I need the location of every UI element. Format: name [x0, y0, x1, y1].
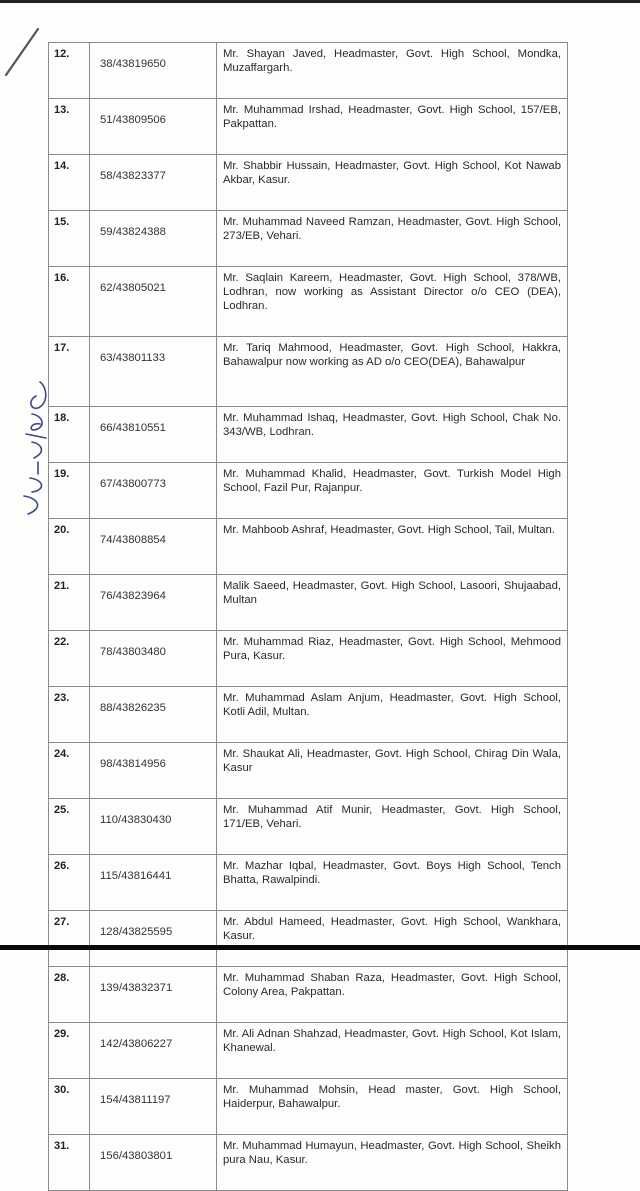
table-row: [49, 267, 568, 337]
serial-number-cell: 28.: [49, 967, 90, 1023]
officer-description-cell: Mr. Muhammad Irshad, Headmaster, Govt. High School, 157/EB, Pakpattan.: [217, 99, 568, 155]
officer-description-cell: Mr. Shayan Javed, Headmaster, Govt. High School, Mondka, Muzaffargarh.: [217, 43, 568, 99]
officer-description-cell: Mr. Muhammad Ishaq, Headmaster, Govt. High School, Chak No. 343/WB, Lodhran.: [217, 407, 568, 463]
serial-number-cell: 23.: [49, 687, 90, 743]
serial-number-cell: 12.: [49, 43, 90, 99]
personal-number-cell: 66/43810551: [90, 407, 217, 463]
serial-number-cell: 29.: [49, 1023, 90, 1079]
table-row: [49, 519, 568, 575]
personal-number-cell: 156/43803801: [90, 1135, 217, 1191]
serial-number-cell: 21.: [49, 575, 90, 631]
officer-description-cell: Mr. Mahboob Ashraf, Headmaster, Govt. High School, Tail, Multan.: [217, 519, 568, 575]
personal-number-cell: 139/43832371: [90, 967, 217, 1023]
serial-number-cell: 17.: [49, 337, 90, 407]
personal-number-cell: 63/43801133: [90, 337, 217, 407]
table-row: [49, 799, 568, 855]
serial-number-cell: 25.: [49, 799, 90, 855]
table-row: [49, 1135, 568, 1191]
table-row: [49, 99, 568, 155]
personal-number-cell: 110/43830430: [90, 799, 217, 855]
table-row: [49, 43, 568, 99]
serial-number-cell: 16.: [49, 267, 90, 337]
officer-description-cell: Mr. Muhammad Khalid, Headmaster, Govt. Turkish Model High School, Fazil Pur, Rajanpur.: [217, 463, 568, 519]
scan-bottom-edge: [0, 945, 640, 950]
table-row: [49, 337, 568, 407]
officer-description-cell: Mr. Muhammad Mohsin, Head master, Govt. High School, Haiderpur, Bahawalpur.: [217, 1079, 568, 1135]
personal-number-cell: 98/43814956: [90, 743, 217, 799]
serial-number-cell: 19.: [49, 463, 90, 519]
table-row: [49, 211, 568, 267]
personal-number-cell: 51/43809506: [90, 99, 217, 155]
table-row: [49, 967, 568, 1023]
table-row: [49, 631, 568, 687]
officer-description-cell: Mr. Abdul Hameed, Headmaster, Govt. High School, Wankhara, Kasur.: [217, 911, 568, 967]
personal-number-cell: 38/43819650: [90, 43, 217, 99]
personal-number-cell: 74/43808854: [90, 519, 217, 575]
table-row: [49, 1079, 568, 1135]
serial-number-cell: 15.: [49, 211, 90, 267]
serial-number-cell: 18.: [49, 407, 90, 463]
serial-number-cell: 31.: [49, 1135, 90, 1191]
serial-number-cell: 27.: [49, 911, 90, 967]
table-row: [49, 743, 568, 799]
officer-description-cell: Mr. Mazhar Iqbal, Headmaster, Govt. Boys High School, Tench Bhatta, Rawalpindi.: [217, 855, 568, 911]
personal-number-cell: 142/43806227: [90, 1023, 217, 1079]
serial-number-cell: 22.: [49, 631, 90, 687]
officer-description-cell: Mr. Muhammad Humayun, Headmaster, Govt. High School, Sheikh pura Nau, Kasur.: [217, 1135, 568, 1191]
personal-number-cell: 88/43826235: [90, 687, 217, 743]
headmasters-list-table: [48, 42, 568, 1191]
serial-number-cell: 24.: [49, 743, 90, 799]
personal-number-cell: 62/43805021: [90, 267, 217, 337]
table-row: [49, 855, 568, 911]
table-row: [49, 407, 568, 463]
serial-number-cell: 26.: [49, 855, 90, 911]
personal-number-cell: 128/43825595: [90, 911, 217, 967]
personal-number-cell: 154/43811197: [90, 1079, 217, 1135]
personal-number-cell: 58/43823377: [90, 155, 217, 211]
officer-description-cell: Mr. Muhammad Aslam Anjum, Headmaster, Govt. High School, Kotli Adil, Multan.: [217, 687, 568, 743]
table-row: [49, 911, 568, 967]
officer-description-cell: Mr. Muhammad Naveed Ramzan, Headmaster, Govt. High School, 273/EB, Vehari.: [217, 211, 568, 267]
serial-number-cell: 13.: [49, 99, 90, 155]
officer-description-cell: Malik Saeed, Headmaster, Govt. High School, Lasoori, Shujaabad, Multan: [217, 575, 568, 631]
personal-number-cell: 76/43823964: [90, 575, 217, 631]
serial-number-cell: 30.: [49, 1079, 90, 1135]
pen-tick-mark: [2, 26, 42, 78]
personal-number-cell: 78/43803480: [90, 631, 217, 687]
scan-top-edge: [0, 0, 640, 3]
officer-description-cell: Mr. Shaukat Ali, Headmaster, Govt. High School, Chirag Din Wala, Kasur: [217, 743, 568, 799]
officer-description-cell: Mr. Muhammad Atif Munir, Headmaster, Govt. High School, 171/EB, Vehari.: [217, 799, 568, 855]
personal-number-cell: 67/43800773: [90, 463, 217, 519]
personal-number-cell: 59/43824388: [90, 211, 217, 267]
personal-number-cell: 115/43816441: [90, 855, 217, 911]
table-row: [49, 463, 568, 519]
table-row: [49, 575, 568, 631]
handwritten-initials: [18, 378, 52, 518]
table-row: [49, 1023, 568, 1079]
officer-description-cell: Mr. Muhammad Shaban Raza, Headmaster, Govt. High School, Colony Area, Pakpattan.: [217, 967, 568, 1023]
officer-description-cell: Mr. Ali Adnan Shahzad, Headmaster, Govt. High School, Kot Islam, Khanewal.: [217, 1023, 568, 1079]
table-row: [49, 155, 568, 211]
table-row: [49, 687, 568, 743]
officer-description-cell: Mr. Saqlain Kareem, Headmaster, Govt. High School, 378/WB, Lodhran, now working as Assistant Director o/o CEO (DEA), Lodhran.: [217, 267, 568, 337]
serial-number-cell: 20.: [49, 519, 90, 575]
officer-description-cell: Mr. Tariq Mahmood, Headmaster, Govt. High School, Hakkra, Bahawalpur now working as AD o/o CEO(DEA), Bahawalpur: [217, 337, 568, 407]
serial-number-cell: 14.: [49, 155, 90, 211]
officer-description-cell: Mr. Muhammad Riaz, Headmaster, Govt. High School, Mehmood Pura, Kasur.: [217, 631, 568, 687]
officer-description-cell: Mr. Shabbir Hussain, Headmaster, Govt. High School, Kot Nawab Akbar, Kasur.: [217, 155, 568, 211]
